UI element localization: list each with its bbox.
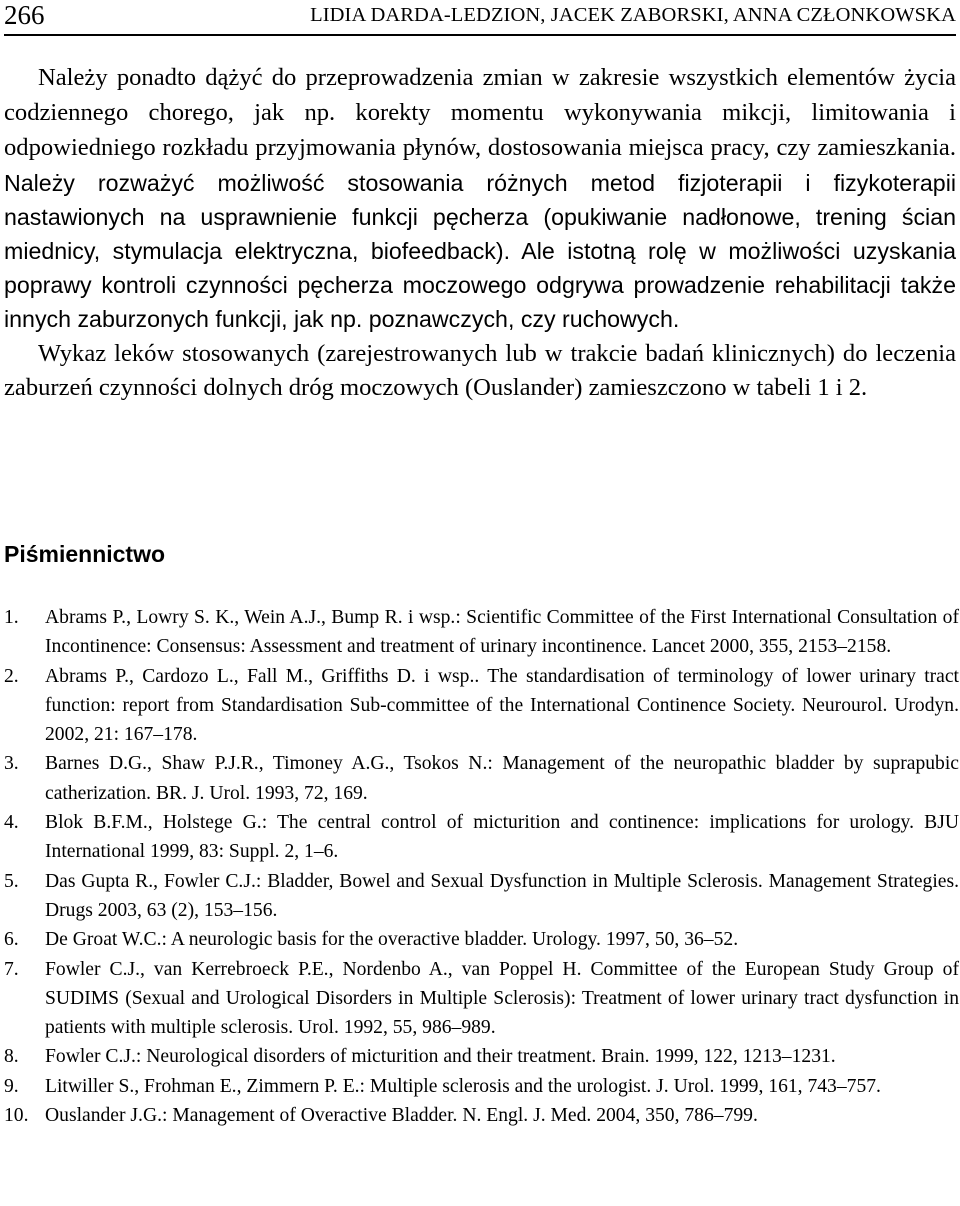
reference-text: Fowler C.J.: Neurological disorders of micturition and their treatment. Brain. 1999, 122, 1213–1231. bbox=[45, 1046, 836, 1068]
reference-text: Abrams P., Cardozo L., Fall M., Griffiths D. i wsp.. The standardisation of terminology of lower urinary tract function: report from Standardisation Sub-committee of the International Continence Society. Neurourol. Urodyn. 2002, 21: 167–178. bbox=[45, 665, 959, 746]
reference-item bbox=[4, 662, 959, 750]
reference-item bbox=[4, 867, 959, 926]
reference-number: 4. bbox=[4, 812, 19, 834]
reference-text: Fowler C.J., van Kerrebroeck P.E., Nordenbo A., van Poppel H. Committee of the European Study Group of SUDIMS (Sexual and Urological Disorders in Multiple Sclerosis): Treatment of lower urinary tract dysfunction in patients with multiple sclerosis. Urol. 1992, 55, 986–989. bbox=[45, 958, 959, 1039]
page-header bbox=[4, 0, 956, 36]
reference-item bbox=[4, 925, 959, 954]
body-paragraph bbox=[4, 60, 956, 337]
reference-number: 9. bbox=[4, 1075, 19, 1097]
reference-number: 2. bbox=[4, 665, 19, 687]
body-paragraph: Wykaz leków stosowanych (zarejestrowanych lub w trakcie badań klinicznych) do leczenia zaburzeń czynności dolnych dróg moczowych (Ouslander) zamieszczono w tabeli 1 i 2. bbox=[4, 339, 956, 401]
running-head: LIDIA DARDA-LEDZION, JACEK ZABORSKI, ANNA CZŁONKOWSKA bbox=[310, 4, 956, 26]
reference-item bbox=[4, 808, 959, 867]
reference-text: Litwiller S., Frohman E., Zimmern P. E.: Multiple sclerosis and the urologist. J. Urol. 1999, 161, 743–757. bbox=[45, 1075, 881, 1097]
reference-number: 6. bbox=[4, 929, 19, 951]
reference-text: Barnes D.G., Shaw P.J.R., Timoney A.G., Tsokos N.: Management of the neuropathic bladder by suprapubic catherization. BR. J. Urol. 1993, 72, 169. bbox=[45, 753, 959, 804]
reference-text: De Groat W.C.: A neurologic basis for the overactive bladder. Urology. 1997, 50, 36–52. bbox=[45, 929, 739, 951]
reference-text: Abrams P., Lowry S. K., Wein A.J., Bump R. i wsp.: Scientific Committee of the First International Consultation of Incontinence: Consensus: Assessment and treatment of urinary incontinence. Lancet 2000, 355, 2153–2158. bbox=[45, 607, 959, 658]
body-sentence: Należy ponadto dążyć do przeprowadzenia zmian w zakresie wszystkich elementów życia codziennego chorego, jak np. korekty momentu wykonywania mikcji, limitowania i odpowiedniego rozkładu przyjmowania płynów, dostosowania miejsca pracy, czy zamieszkania. bbox=[4, 64, 956, 162]
body-sentence: Należy rozważyć możliwość stosowania różnych metod fizjoterapii i fizykoterapii nastawionych na usprawnienie funkcji pęcherza (opukiwanie nadłonowe, trening ścian miednicy, stymulacja elektryczna, biofeedback). Ale istotną rolę w możliwości uzyskania poprawy kontroli czynności pęcherza moczowego odgrywa prowadzenie rehabilitacji także innych zaburzonych funkcji, jak np. poznawczych, czy ruchowych. bbox=[4, 169, 956, 333]
reference-number: 1. bbox=[4, 607, 19, 628]
reference-item bbox=[4, 603, 959, 662]
reference-item bbox=[4, 749, 959, 808]
reference-item bbox=[4, 955, 959, 1043]
reference-text: Blok B.F.M., Holstege G.: The central control of micturition and continence: implications for urology. BJU International 1999, 83: Suppl. 2, 1–6. bbox=[45, 812, 959, 863]
reference-list bbox=[4, 603, 959, 1130]
reference-text: Das Gupta R., Fowler C.J.: Bladder, Bowel and Sexual Dysfunction in Multiple Sclerosis. Management Strategies. Drugs 2003, 63 (2), 153–156. bbox=[45, 870, 959, 921]
body-text bbox=[4, 60, 956, 405]
reference-item bbox=[4, 1072, 959, 1101]
reference-item bbox=[4, 1101, 959, 1130]
reference-number: 8. bbox=[4, 1046, 19, 1068]
reference-text: Ouslander J.G.: Management of Overactive Bladder. N. Engl. J. Med. 2004, 350, 786–799. bbox=[45, 1105, 758, 1127]
references-heading: Piśmiennictwo bbox=[4, 541, 166, 567]
page-number: 266 bbox=[4, 0, 45, 30]
reference-number: 10. bbox=[4, 1105, 29, 1127]
reference-item bbox=[4, 1042, 959, 1071]
reference-number: 3. bbox=[4, 753, 19, 775]
reference-number: 7. bbox=[4, 958, 19, 980]
reference-number: 5. bbox=[4, 870, 19, 892]
